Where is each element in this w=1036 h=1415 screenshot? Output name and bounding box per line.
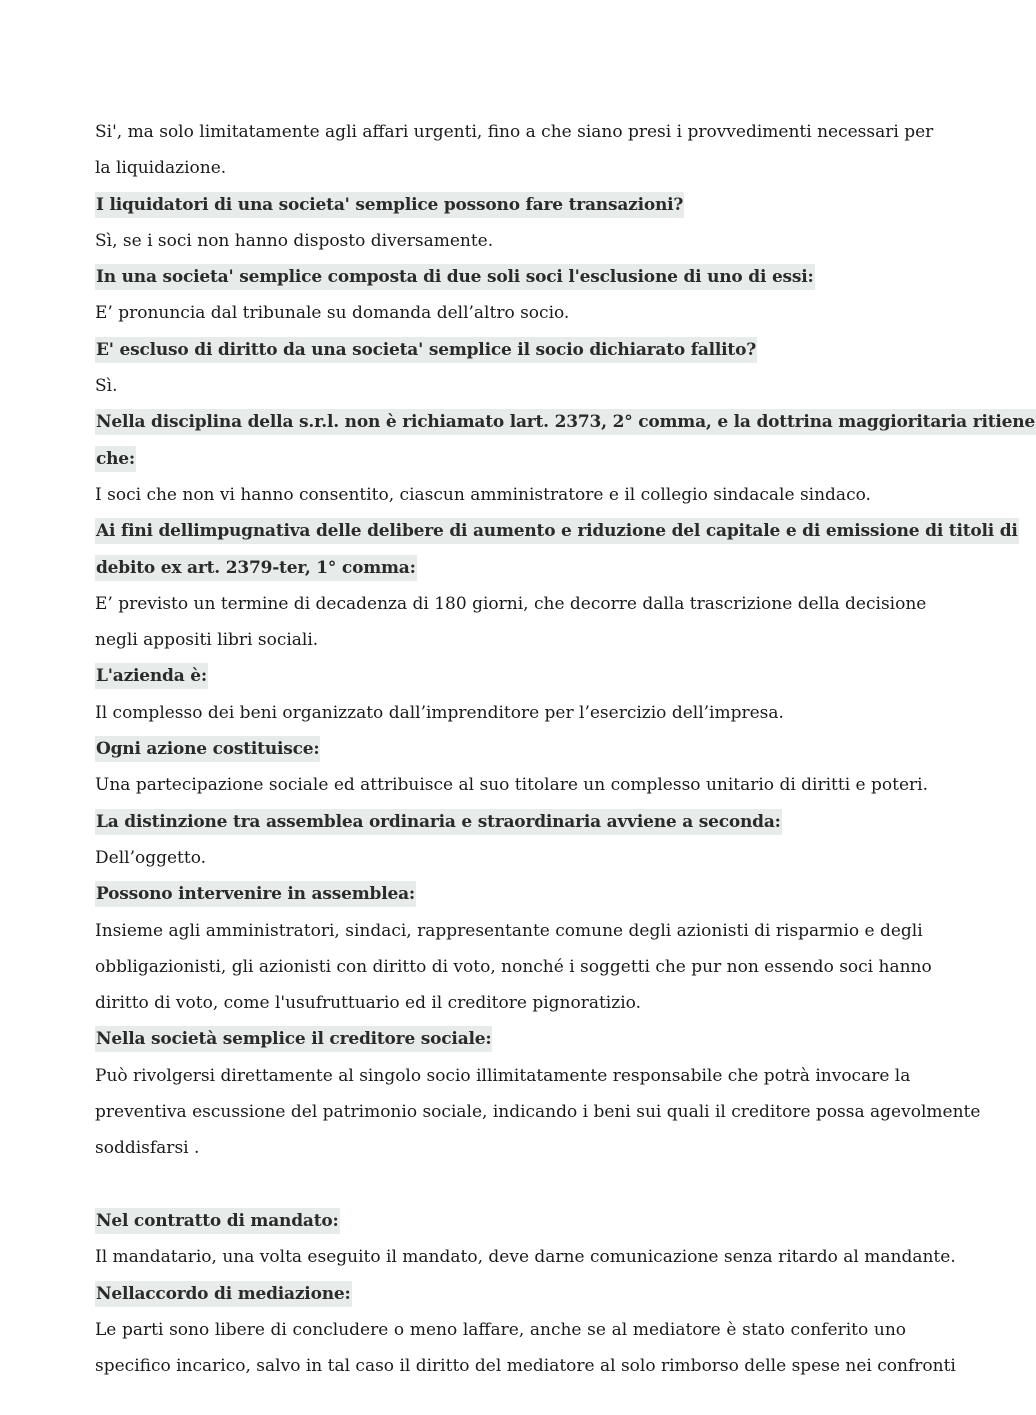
question-line	[95, 404, 1036, 440]
answer-line	[95, 1348, 956, 1384]
question-line	[95, 1203, 906, 1239]
question-text: Nella società semplice il creditore sociale:	[95, 1026, 492, 1052]
question-text: Nel contratto di mandato:	[95, 1208, 340, 1234]
blank-line	[95, 1167, 906, 1203]
answer-line	[95, 586, 927, 622]
question-text: debito ex art. 2379-ter, 1° comma:	[95, 555, 417, 581]
question-text: Nella disciplina della s.r.l. non è richiamato lart. 2373, 2° comma, e la dottrina maggioritaria ritiene	[95, 409, 1036, 435]
question-line	[95, 1276, 906, 1312]
answer-line	[95, 1094, 981, 1130]
answer-text: Sì, se i soci non hanno disposto diversamente.	[95, 230, 494, 251]
answer-text: I soci che non vi hanno consentito, ciascun amministratore e il collegio sindacale sindaco.	[95, 484, 871, 505]
document-page	[95, 114, 1036, 1384]
answer-text: Il complesso dei beni organizzato dall’imprenditore per l’esercizio dell’impresa.	[95, 702, 784, 723]
answer-line	[95, 223, 906, 259]
answer-line	[95, 622, 906, 658]
answer-text: E’ previsto un termine di decadenza di 180 giorni, che decorre dalla trascrizione della decisione	[95, 593, 927, 614]
answer-text: Insieme agli amministratori, sindaci, rappresentante comune degli azionisti di risparmio e degli	[95, 920, 923, 941]
answer-text: soddisfarsi .	[95, 1138, 200, 1159]
answer-line	[95, 949, 932, 985]
answer-text: E’ pronuncia dal tribunale su domanda dell’altro socio.	[95, 303, 570, 324]
answer-line	[95, 1130, 906, 1166]
answer-line	[95, 767, 928, 803]
answer-line	[95, 913, 923, 949]
question-line	[95, 876, 906, 912]
question-line	[95, 259, 906, 295]
answer-line	[95, 840, 906, 876]
question-text: Ai fini dellimpugnativa delle delibere di aumento e riduzione del capitale e di emissione di titoli di	[95, 518, 1019, 544]
question-line	[95, 731, 906, 767]
question-text: I liquidatori di una societa' semplice possono fare transazioni?	[95, 192, 684, 218]
answer-line	[95, 295, 906, 331]
question-text: Possono intervenire in assemblea:	[95, 881, 416, 907]
question-text: La distinzione tra assemblea ordinaria e straordinaria avviene a seconda:	[95, 809, 782, 835]
answer-text: Può rivolgersi direttamente al singolo socio illimitatamente responsabile che potrà invocare la	[95, 1065, 911, 1086]
answer-text: Sì.	[95, 376, 118, 397]
answer-line	[95, 695, 906, 731]
question-line	[95, 332, 906, 368]
question-text: E' escluso di diritto da una societa' semplice il socio dichiarato fallito?	[95, 337, 757, 363]
answer-line	[95, 477, 906, 513]
answer-text: Si', ma solo limitatamente agli affari urgenti, fino a che siano presi i provvedimenti necessari per	[95, 122, 934, 142]
question-line	[95, 1021, 906, 1057]
answer-text: specifico incarico, salvo in tal caso il diritto del mediatore al solo rimborso delle spese nei confronti	[95, 1356, 956, 1377]
question-text: Ogni azione costituisce:	[95, 736, 320, 762]
answer-line	[95, 114, 934, 150]
answer-text: Le parti sono libere di concludere o meno laffare, anche se al mediatore è stato conferito uno	[95, 1319, 906, 1340]
question-line	[95, 550, 906, 586]
question-line	[95, 441, 906, 477]
question-line	[95, 658, 906, 694]
answer-text: preventiva escussione del patrimonio sociale, indicando i beni sui quali il creditore possa agevolmente	[95, 1102, 981, 1123]
answer-text: negli appositi libri sociali.	[95, 630, 319, 651]
answer-text: obbligazionisti, gli azionisti con diritto di voto, nonché i soggetti che pur non essendo soci hanno	[95, 956, 932, 977]
answer-line	[95, 1239, 956, 1275]
question-text: In una societa' semplice composta di due soli soci l'esclusione di uno di essi:	[95, 264, 815, 290]
answer-text: Dell’oggetto.	[95, 847, 207, 868]
answer-line	[95, 150, 906, 186]
answer-text: diritto di voto, come l'usufruttuario ed il creditore pignoratizio.	[95, 993, 641, 1014]
answer-text: Una partecipazione sociale ed attribuisce al suo titolare un complesso unitario di diritti e poteri.	[95, 775, 928, 796]
answer-line	[95, 1058, 911, 1094]
answer-line	[95, 1312, 906, 1348]
answer-line	[95, 368, 906, 404]
question-text: Nellaccordo di mediazione:	[95, 1281, 352, 1307]
question-text: che:	[95, 446, 136, 472]
question-line	[95, 804, 906, 840]
question-line	[95, 513, 1018, 549]
question-text: L'azienda è:	[95, 663, 208, 689]
answer-line	[95, 985, 906, 1021]
answer-text: la liquidazione.	[95, 158, 227, 179]
answer-text: Il mandatario, una volta eseguito il mandato, deve darne comunicazione senza ritardo al mandante.	[95, 1247, 956, 1268]
question-line	[95, 187, 906, 223]
